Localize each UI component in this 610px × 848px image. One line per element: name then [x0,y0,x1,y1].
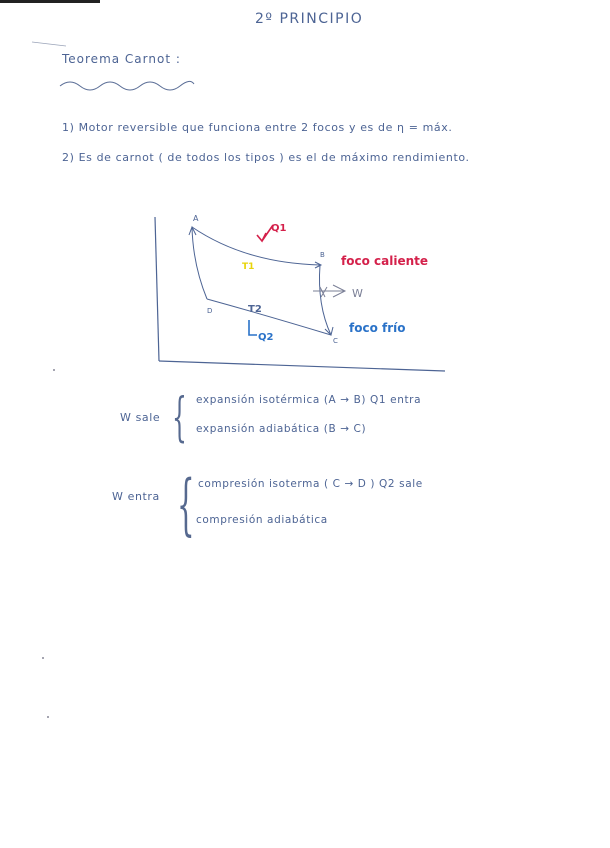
carnot-pv-diagram [145,205,465,365]
page-title: 2º PRINCIPIO [255,11,364,27]
w-sale-label: W sale [120,411,161,424]
point-a-label: A [193,214,199,223]
t2-label: T2 [248,304,262,315]
w-entra-item-2: compresión adiabática [196,514,328,526]
point-d-label: D [207,307,213,315]
q2-label: Q2 [258,332,274,343]
isotherm-cold-curve [207,299,331,335]
point-b-label: B [320,251,325,259]
w-sale-item-2: expansión adiabática (B → C) [196,423,367,435]
q2-arrow [249,320,257,335]
w-entra-brace: { [177,466,195,543]
hot-source-label: foco caliente [341,254,428,268]
scan-edge-mark [0,0,100,3]
work-label: W [352,287,363,300]
scan-dot [53,369,55,371]
w-sale-item-1: expansión isotérmica (A → B) Q1 entra [196,394,422,406]
statement-2: 2) Es de carnot ( de todos los tipos ) es el de máximo rendimiento. [62,151,470,164]
isotherm-hot-curve [192,227,320,265]
margin-stroke [30,38,70,50]
w-entra-item-1: compresión isoterma ( C → D ) Q2 sale [198,478,423,490]
x-axis [159,361,445,371]
adiabat-da-curve [192,227,207,299]
scan-dot [47,716,49,718]
w-entra-label: W entra [112,490,160,503]
q1-label: Q1 [271,223,287,234]
y-axis [155,217,159,361]
w-sale-brace: { [172,388,187,448]
heading-wavy-underline [58,76,198,94]
scan-dot [42,657,44,659]
adiabat-bc-curve [319,265,331,335]
work-arrow [313,285,345,297]
section-heading: Teorema Carnot : [62,52,181,66]
cold-source-label: foco frío [349,321,406,335]
point-c-label: C [333,337,338,345]
t1-label: T1 [242,262,255,272]
statement-1: 1) Motor reversible que funciona entre 2 focos y es de η = máx. [62,121,453,134]
